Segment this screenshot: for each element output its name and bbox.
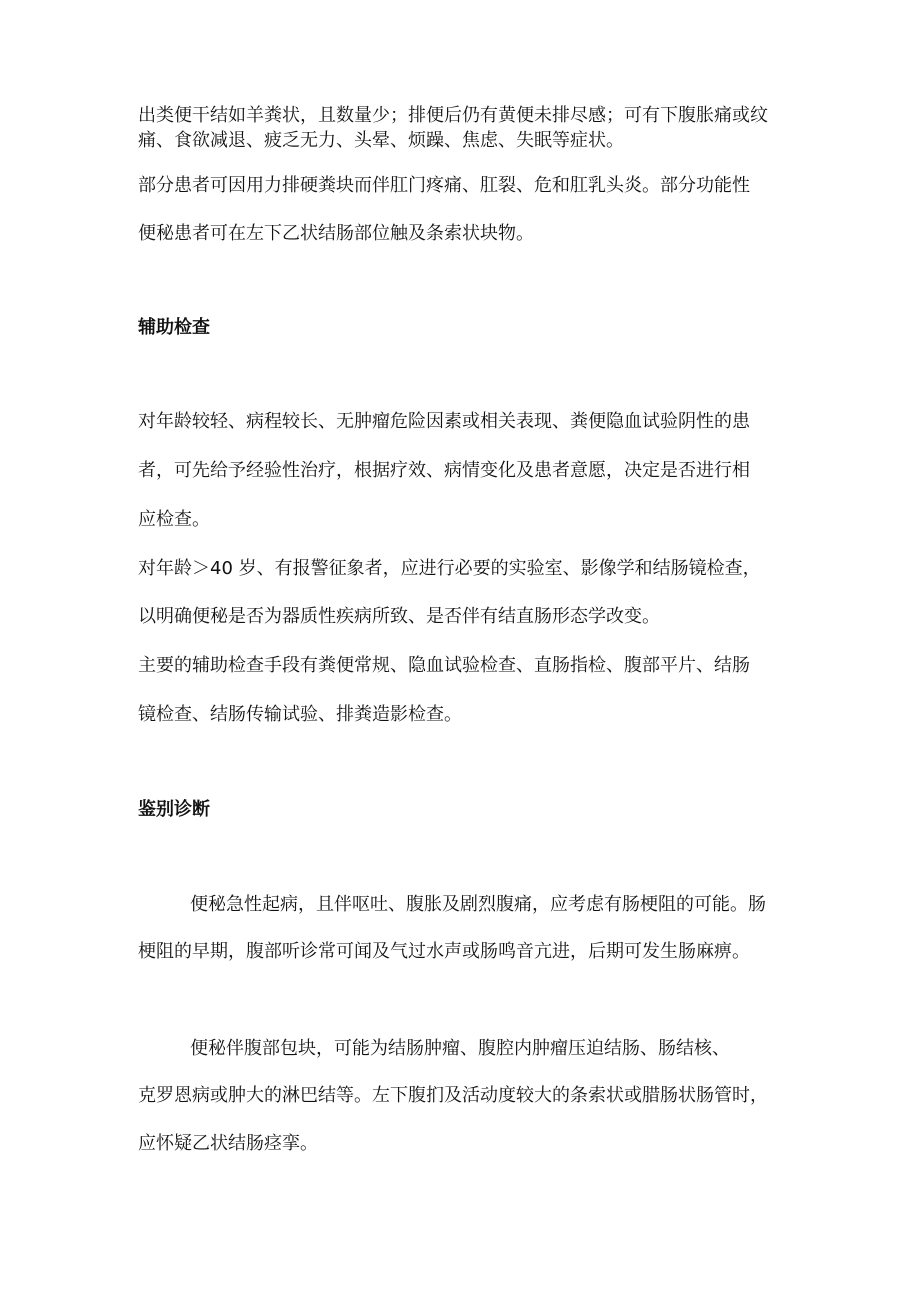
aux-p2-line-1: 对年龄＞40 岁、有报警征象者，应进行必要的实验室、影像学和结肠镜检查， bbox=[138, 558, 761, 579]
diff-p1-line-1: 便秘急性起病，且伴呕吐、腹胀及剧烈腹痛，应考虑有肠梗阻的可能。肠 bbox=[190, 894, 766, 915]
aux-p3-line-1: 主要的辅助检查手段有粪便常规、隐血试验检查、直肠指检、腹部平片、结肠 bbox=[138, 655, 750, 676]
complications-line-2: 便秘患者可在左下乙状结肠部位触及条索状块物。 bbox=[138, 223, 534, 244]
diff-p2-line-1: 便秘伴腹部包块，可能为结肠肿瘤、腹腔内肿瘤压迫结肠、肠结核、 bbox=[190, 1038, 730, 1059]
complications-line-1: 部分患者可因用力排硬粪块而伴肛门疼痛、肛裂、危和肛乳头炎。部分功能性 bbox=[138, 175, 750, 196]
aux-p3-line-2: 镜检查、结肠传输试验、排粪造影检查。 bbox=[138, 704, 462, 725]
symptoms-line-1: 出类便干结如羊粪状，且数量少；排便后仍有黄便未排尽感；可有下腹胀痛或纹 bbox=[138, 105, 768, 126]
diff-p2-line-3: 应怀疑乙状结肠痉挛。 bbox=[138, 1133, 318, 1154]
diff-diagnosis-heading: 鉴别诊断 bbox=[138, 799, 210, 820]
aux-p1-line-3: 应检查。 bbox=[138, 509, 210, 530]
aux-p1-line-2: 者，可先给予经验性治疗，根据疗效、病情变化及患者意愿，决定是否进行相 bbox=[138, 460, 750, 481]
aux-p2-line-2: 以明确便秘是否为器质性疾病所致、是否伴有结直肠形态学改变。 bbox=[138, 606, 660, 627]
symptoms-line-2: 痛、食欲减退、疲乏无力、头晕、烦躁、焦虑、失眠等症状。 bbox=[138, 130, 624, 151]
aux-exam-heading: 辅助检查 bbox=[138, 317, 210, 338]
aux-p1-line-1: 对年龄较轻、病程较长、无肿瘤危险因素或相关表现、粪便隐血试验阴性的患 bbox=[138, 411, 750, 432]
diff-p1-line-2: 梗阻的早期，腹部听诊常可闻及气过水声或肠鸣音亢进，后期可发生肠麻痹。 bbox=[138, 941, 750, 962]
diff-p2-line-2: 克罗恩病或肿大的淋巴结等。左下腹扪及活动度较大的条索状或腊肠状肠管时， bbox=[138, 1085, 768, 1106]
